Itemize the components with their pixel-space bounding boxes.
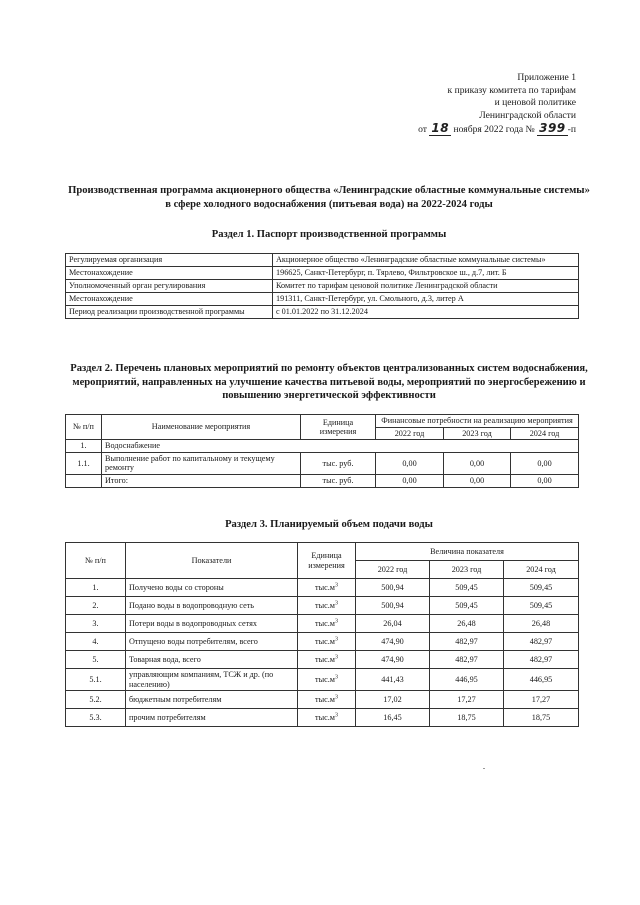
row-name: Товарная вода, всего — [126, 651, 298, 669]
row-2022: 474,90 — [356, 633, 430, 651]
header-name: Наименование мероприятия — [102, 415, 301, 440]
row-num: 1. — [66, 579, 126, 597]
row-2023: 26,48 — [430, 615, 504, 633]
row-2022: 500,94 — [356, 597, 430, 615]
row-value: Комитет по тарифам ценовой политике Ленинградской области — [273, 280, 579, 293]
unit-base: тыс.м — [315, 600, 335, 610]
row-unit — [298, 709, 356, 727]
annex-line-4: Ленинградской области — [479, 109, 576, 121]
row-label: Регулируемая организация — [66, 254, 273, 267]
table-row — [66, 597, 579, 615]
header-2022: 2022 год — [376, 427, 444, 440]
row-2024: 26,48 — [504, 615, 579, 633]
row-label: Местонахождение — [66, 267, 273, 280]
table-row — [66, 633, 579, 651]
row-num: 2. — [66, 597, 126, 615]
row-num: 5. — [66, 651, 126, 669]
header-unit: Единица измерения — [298, 543, 356, 579]
number-suffix: -п — [567, 124, 576, 136]
table-row — [66, 267, 579, 280]
item-name: Выполнение работ по капитальному и текущему ремонту — [102, 452, 301, 474]
table-row — [66, 254, 579, 267]
date-prefix: от — [418, 124, 428, 136]
header-name: Показатели — [126, 543, 298, 579]
row-2024: 18,75 — [504, 709, 579, 727]
row-label: Местонахождение — [66, 293, 273, 306]
header-2024: 2024 год — [504, 561, 579, 579]
unit-base: тыс.м — [315, 582, 335, 592]
row-2023: 446,95 — [430, 669, 504, 691]
header-2023: 2023 год — [430, 561, 504, 579]
unit-superscript: 3 — [334, 653, 338, 660]
row-2022: 500,94 — [356, 579, 430, 597]
unit-superscript: 3 — [334, 581, 338, 588]
row-label: Период реализации производственной программы — [66, 306, 273, 319]
annex-header — [360, 72, 576, 137]
header-row — [66, 543, 579, 561]
item-2022: 0,00 — [376, 452, 444, 474]
row-name: Потери воды в водопроводных сетях — [126, 615, 298, 633]
total-name: Итого: — [102, 474, 301, 487]
handwritten-number: 399 — [539, 121, 566, 136]
row-name: бюджетным потребителям — [126, 691, 298, 709]
annex-line-2: к приказу комитета по тарифам — [447, 84, 576, 96]
total-2022: 0,00 — [376, 474, 444, 487]
unit-base: тыс.м — [315, 712, 335, 722]
annex-date-line — [360, 122, 576, 137]
header-value: Величина показателя — [356, 543, 579, 561]
row-unit — [298, 579, 356, 597]
row-unit — [298, 597, 356, 615]
total-row — [66, 474, 579, 487]
header-num: № п/п — [66, 415, 102, 440]
table-row — [66, 615, 579, 633]
section-3-title: Раздел 3. Планируемый объем подачи воды — [225, 519, 433, 530]
unit-superscript: 3 — [334, 635, 338, 642]
annex-line-1: Приложение 1 — [517, 72, 576, 83]
row-value: 196625, Санкт-Петербург, п. Тярлево, Фильтровское ш., д.7, лит. Б — [273, 267, 579, 280]
row-2024: 482,97 — [504, 633, 579, 651]
row-2023: 509,45 — [430, 597, 504, 615]
row-2023: 18,75 — [430, 709, 504, 727]
row-2023: 482,97 — [430, 633, 504, 651]
water-volume-rows — [66, 579, 579, 727]
total-num — [66, 474, 102, 487]
row-2023: 509,45 — [430, 579, 504, 597]
row-name: Подано воды в водопроводную сеть — [126, 597, 298, 615]
table-row — [66, 651, 579, 669]
unit-superscript: 3 — [334, 694, 338, 701]
unit-superscript: 3 — [334, 674, 338, 681]
date-middle: ноября 2022 года № — [453, 124, 535, 136]
unit-base: тыс.м — [315, 674, 335, 684]
unit-superscript: 3 — [334, 617, 338, 624]
header-2022: 2022 год — [356, 561, 430, 579]
group-num: 1. — [66, 440, 102, 453]
row-2024: 446,95 — [504, 669, 579, 691]
row-unit — [298, 651, 356, 669]
group-name: Водоснабжение — [102, 440, 579, 453]
row-2024: 482,97 — [504, 651, 579, 669]
header-row — [66, 415, 579, 428]
row-2024: 509,45 — [504, 597, 579, 615]
water-volume-table — [65, 542, 579, 727]
header-2023: 2023 год — [444, 427, 511, 440]
item-2024: 0,00 — [511, 452, 579, 474]
unit-superscript: 3 — [334, 599, 338, 606]
unit-base: тыс.м — [315, 694, 335, 704]
row-unit — [298, 691, 356, 709]
row-value: с 01.01.2022 по 31.12.2024 — [273, 306, 579, 319]
row-num: 5.3. — [66, 709, 126, 727]
row-label: Уполномоченный орган регулирования — [66, 280, 273, 293]
table-row — [66, 452, 579, 474]
table-row — [66, 293, 579, 306]
total-2024: 0,00 — [511, 474, 579, 487]
group-row — [66, 440, 579, 453]
annex-line-3: и ценовой политике — [494, 97, 576, 109]
row-2022: 17,02 — [356, 691, 430, 709]
row-name: прочим потребителям — [126, 709, 298, 727]
row-num: 4. — [66, 633, 126, 651]
table-row — [66, 669, 579, 691]
row-value: Акционерное общество «Ленинградские областные коммунальные системы» — [273, 254, 579, 267]
scan-speck — [483, 768, 485, 769]
table-row — [66, 579, 579, 597]
item-num: 1.1. — [66, 452, 102, 474]
document-title: Производственная программа акционерного общества «Ленинградские областные коммунальные системы» в сфере холодного водоснабжения (питьевая вода) на 2022-2024 годы — [68, 185, 590, 210]
unit-base: тыс.м — [315, 636, 335, 646]
header-unit: Единица измерения — [301, 415, 376, 440]
table-row — [66, 709, 579, 727]
section-1-title: Раздел 1. Паспорт производственной программы — [211, 229, 447, 240]
row-2022: 441,43 — [356, 669, 430, 691]
row-2023: 482,97 — [430, 651, 504, 669]
row-2022: 16,45 — [356, 709, 430, 727]
unit-base: тыс.м — [315, 618, 335, 628]
item-unit: тыс. руб. — [301, 452, 376, 474]
handwritten-day: 18 — [431, 121, 450, 136]
row-2024: 509,45 — [504, 579, 579, 597]
row-2023: 17,27 — [430, 691, 504, 709]
row-name: управляющим компаниям, ТСЖ и др. (по населению) — [126, 669, 298, 691]
total-2023: 0,00 — [444, 474, 511, 487]
header-num: № п/п — [66, 543, 126, 579]
row-unit — [298, 615, 356, 633]
row-2022: 474,90 — [356, 651, 430, 669]
unit-base: тыс.м — [315, 654, 335, 664]
table-row — [66, 691, 579, 709]
row-num: 3. — [66, 615, 126, 633]
row-num: 5.1. — [66, 669, 126, 691]
passport-table — [65, 253, 579, 319]
row-2022: 26,04 — [356, 615, 430, 633]
row-unit — [298, 669, 356, 691]
row-unit — [298, 633, 356, 651]
total-unit: тыс. руб. — [301, 474, 376, 487]
row-num: 5.2. — [66, 691, 126, 709]
row-2024: 17,27 — [504, 691, 579, 709]
table-row — [66, 306, 579, 319]
row-name: Отпущено воды потребителям, всего — [126, 633, 298, 651]
header-2024: 2024 год — [511, 427, 579, 440]
table-row — [66, 280, 579, 293]
item-2023: 0,00 — [444, 452, 511, 474]
header-finance: Финансовые потребности на реализацию мероприятия — [376, 415, 579, 428]
section-2-title: Раздел 2. Перечень плановых мероприятий по ремонту объектов централизованных систем водоснабжения, мероприятий, направленных на улучшение качества питьевой воды, мероприятий по энергосбережению и повышению энергетической эффективности — [70, 363, 588, 402]
unit-superscript: 3 — [334, 712, 338, 719]
row-value: 191311, Санкт-Петербург, ул. Смольного, д.3, литер А — [273, 293, 579, 306]
row-name: Получено воды со стороны — [126, 579, 298, 597]
measures-table — [65, 414, 579, 488]
